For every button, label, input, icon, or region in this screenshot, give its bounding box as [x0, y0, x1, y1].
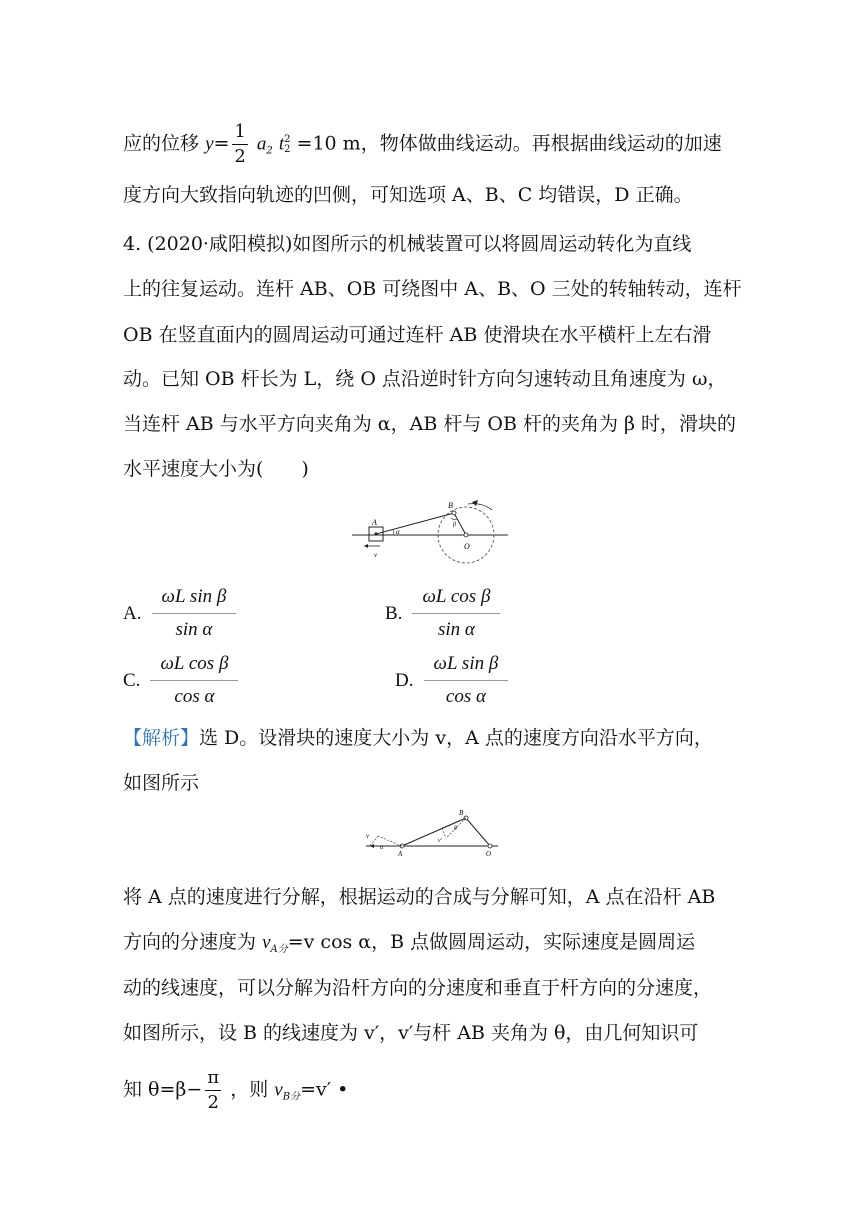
text-line: 将 A 点的速度进行分解，根据运动的合成与分解可知，A 点在沿杆 AB — [123, 886, 716, 908]
text-line: 应的位移 y= $\frac{1}{2}$ $a_2$ t 2 2 =10 m，物体做曲线运动。再根据曲线运动的加速 — [123, 121, 722, 167]
analysis-tag: 【解析】 — [123, 727, 200, 749]
svg-text:B: B — [448, 501, 453, 510]
svg-text:θ: θ — [454, 826, 457, 832]
svg-text:v: v — [366, 832, 370, 840]
svg-text:A: A — [398, 850, 403, 858]
var-y: y — [205, 133, 214, 155]
velocity-decomposition-figure — [362, 806, 502, 861]
option-a[interactable]: A. $\frac{\text{ωL sin β}}{\text{sin α}}$ — [123, 584, 236, 643]
svg-text:A: A — [372, 518, 377, 527]
question-line: 水平速度大小为( ) — [123, 458, 309, 480]
question-line: 上的往复运动。连杆 AB、OB 可绕图中 A、B、O 三处的转轴转动，连杆 — [123, 278, 742, 300]
option-c[interactable]: C. $\frac{\text{ωL cos β}}{\text{cos α}}$ — [123, 651, 238, 710]
question-line: 动。已知 OB 杆长为 L，绕 O 点沿逆时针方向匀速转动且角速度为 ω， — [123, 368, 727, 390]
text-line: 知 θ=β− $\frac{\pi}{2}$ ，则 $v_{B分}=v'$ • — [123, 1067, 349, 1113]
mechanism-figure — [350, 492, 510, 567]
svg-text:B: B — [459, 809, 464, 817]
analysis-line: 如图所示 — [123, 772, 200, 794]
question-line: OB 在竖直面内的圆周运动可通过连杆 AB 使滑块在水平横杆上左右滑 — [123, 324, 712, 346]
svg-text:α: α — [396, 528, 400, 536]
text-line: 方向的分速度为 $v_{A分}=v$ cos α，B 点做圆周运动，实际速度是圆周运 — [123, 931, 696, 955]
text-line: 如图所示，设 B 的线速度为 v′，v′与杆 AB 夹角为 θ，由几何知识可 — [123, 1022, 699, 1044]
option-d[interactable]: D. $\frac{\text{ωL sin β}}{\text{cos α}}$ — [395, 651, 508, 710]
text-line: 度方向大致指向轨迹的凹侧，可知选项 A、B、C 均错误，D 正确。 — [123, 184, 693, 206]
svg-text:O: O — [464, 542, 470, 551]
question-line: 当连杆 AB 与水平方向夹角为 α，AB 杆与 OB 杆的夹角为 β 时，滑块的 — [123, 413, 737, 435]
svg-text:v: v — [374, 551, 378, 559]
fraction-pi-over-2: $\frac{\pi}{2}$ — [207, 1067, 220, 1113]
text-line: 动的线速度，可以分解为沿杆方向的分速度和垂直于杆方向的分速度， — [123, 977, 713, 999]
option-b[interactable]: B. $\frac{\text{ωL cos β}}{\text{sin α}}$ — [385, 584, 500, 643]
fraction-half: $\frac{1}{2}$ — [234, 121, 246, 167]
question-line: 4. (2020·咸阳模拟)如图所示的机械装置可以将圆周运动转化为直线 — [123, 233, 692, 255]
analysis-line: 【解析】选 D。设滑块的速度大小为 v，A 点的速度方向沿水平方向， — [123, 727, 713, 749]
svg-text:v′: v′ — [438, 838, 442, 844]
svg-text:α: α — [380, 845, 384, 851]
svg-text:O: O — [486, 850, 492, 858]
svg-text:β: β — [453, 522, 456, 528]
